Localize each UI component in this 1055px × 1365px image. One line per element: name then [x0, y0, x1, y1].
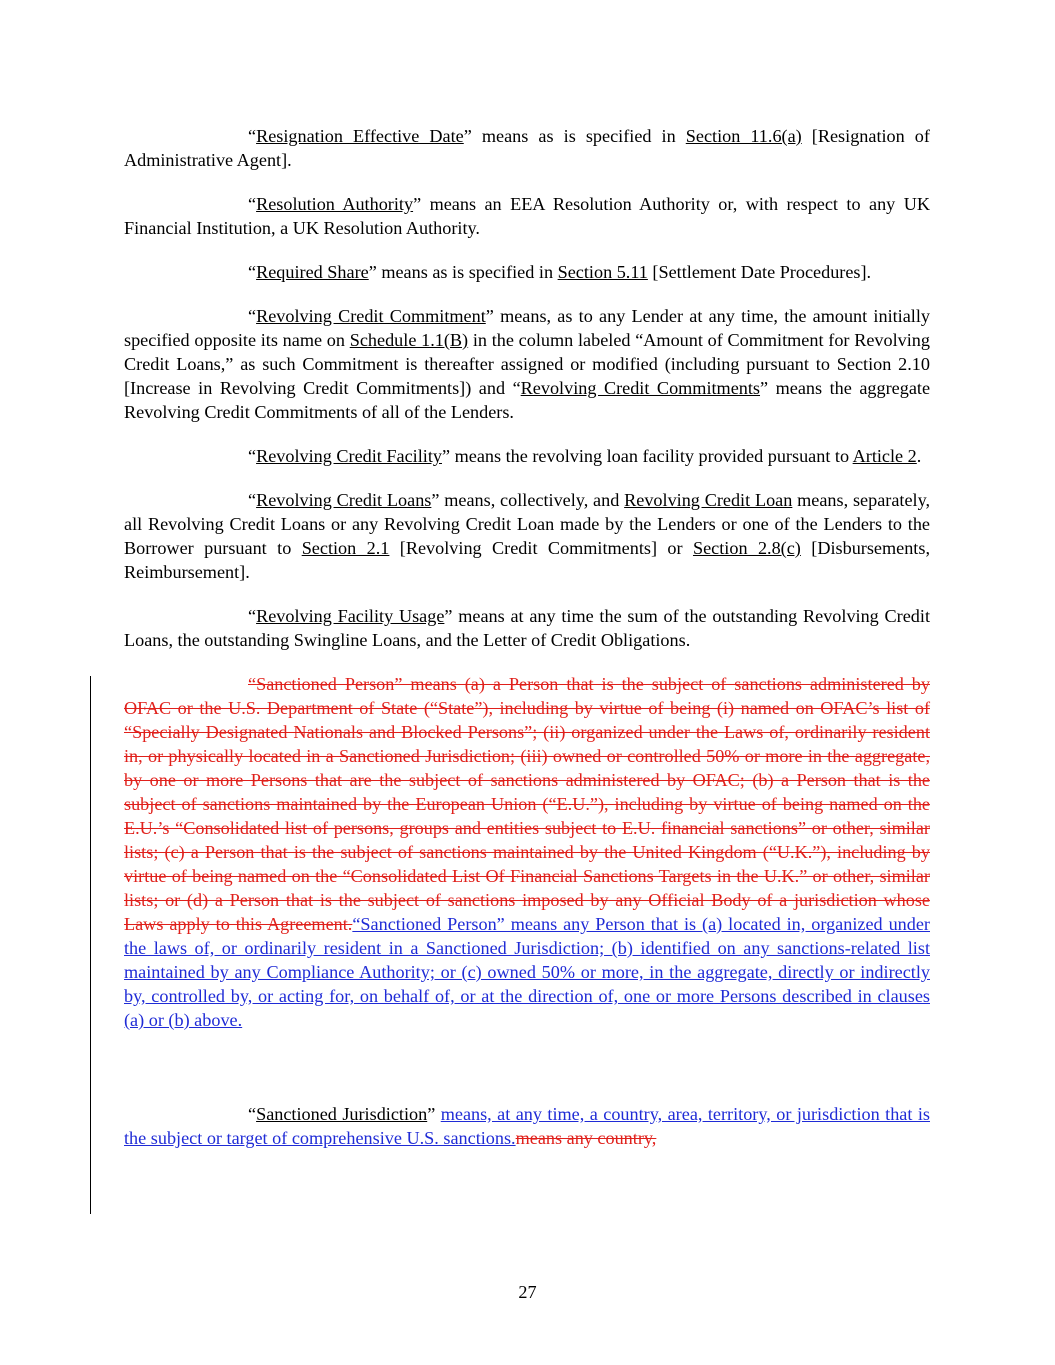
- definition-revolving-facility-usage: “Revolving Facility Usage” means at any time the sum of the outstanding Revolving Credit Loans, the outstanding Swingline Loans, and the Letter of Credit Obligations.: [124, 606, 930, 650]
- schedule-reference: Schedule 1.1(B): [349, 330, 469, 350]
- section-reference: Section 2.1: [301, 538, 390, 558]
- defined-term: Revolving Credit Commitment: [256, 306, 486, 326]
- section-reference: Section 2.8(c): [692, 538, 801, 558]
- page-number: 27: [518, 1282, 537, 1302]
- defined-term: Revolving Credit Loan: [624, 490, 793, 510]
- defined-term: Required Share: [256, 262, 369, 282]
- document-page: [124, 124, 930, 1170]
- defined-term: Revolving Credit Loans: [256, 490, 432, 510]
- defined-term: Sanctioned Jurisdiction: [256, 1104, 428, 1124]
- section-reference: Section 5.11: [557, 262, 648, 282]
- inserted-text: means, at any time, a country, area, territory, or jurisdiction that is the subject or target of comprehensive U.S. sanctions.: [124, 1104, 930, 1148]
- defined-term: Resignation Effective Date: [256, 126, 464, 146]
- definition-revolving-credit-facility: “Revolving Credit Facility” means the revolving loan facility provided pursuant to Article 2.: [248, 446, 922, 466]
- defined-term: Revolving Credit Commitments: [520, 378, 761, 398]
- defined-term: Revolving Facility Usage: [256, 606, 445, 626]
- inserted-text: “Sanctioned Person” means any Person that is (a) located in, organized under the laws of, or ordinarily resident in a Sanctioned Jurisdiction; (b) identified on any sanctions-related list maintained by any Compliance Authority; or (c) owned 50% or more, in the aggregate, directly or indirectly by, controlled by, or acting for, on behalf of, or at the direction of, one or more Persons described in clauses (a) or (b) above.: [124, 914, 930, 1030]
- definition-resignation-effective-date: “Resignation Effective Date” means as is specified in Section 11.6(a) [Resignation of Administrative Agent].: [124, 126, 930, 170]
- deleted-text: means any country,: [515, 1128, 657, 1148]
- defined-term: Revolving Credit Facility: [256, 446, 442, 466]
- definition-revolving-credit-loans: “Revolving Credit Loans” means, collectively, and Revolving Credit Loan means, separately, all Revolving Credit Loans or any Revolving Credit Loan made by the Lenders or one of the Lenders to the Borrower pursuant to Section 2.1 [Revolving Credit Commitments] or Section 2.8(c) [Disbursements, Reimbursement].: [124, 490, 931, 582]
- definition-sanctioned-person: [124, 672, 930, 1032]
- definition-resolution-authority: “Resolution Authority” means an EEA Resolution Authority or, with respect to any UK Financial Institution, a UK Resolution Authority.: [124, 194, 930, 238]
- defined-term: Resolution Authority: [256, 194, 414, 214]
- definition-sanctioned-jurisdiction: “Sanctioned Jurisdiction” means, at any time, a country, area, territory, or jurisdiction that is the subject or target of comprehensive U.S. sanctions.means any country,: [124, 1104, 930, 1148]
- spacer: [124, 1052, 930, 1102]
- deleted-text: “Sanctioned Person” means (a) a Person that is the subject of sanctions administered by OFAC or the U.S. Department of State (“State”), including by virtue of being (i) named on OFAC’s list of “Specially Designated Nationals and Blocked Persons”; (ii) organized under the Laws of, ordinarily resident in, or physically located in a Sanctioned Jurisdiction; (iii) owned or controlled 50% or more in the aggregate, by one or more Persons that are the subject of sanctions administered by OFAC; (b) a Person that is the subject of sanctions maintained by the European Union (“E.U.”), including by virtue of being named on the E.U.’s “Consolidated list of persons, groups and entities subject to E.U. financial sanctions” or other, similar lists; (c) a Person that is the subject of sanctions maintained by the United Kingdom (“U.K.”), including by virtue of being named on the “Consolidated List Of Financial Sanctions Targets in the U.K.” or other, similar lists; or (d) a Person that is the subject of sanctions imposed by any Official Body of a jurisdiction whose Laws apply to this Agreement.: [124, 674, 930, 934]
- section-reference: Section 11.6(a): [685, 126, 802, 146]
- change-bar: [90, 676, 91, 1214]
- definition-revolving-credit-commitment: “Revolving Credit Commitment” means, as to any Lender at any time, the amount initially specified opposite its name on Schedule 1.1(B) in the column labeled “Amount of Commitment for Revolving Credit Loans,” as such Commitment is thereafter assigned or modified (including pursuant to Section 2.10 [Increase in Revolving Credit Commitments]) and “Revolving Credit Commitments” means the aggregate Revolving Credit Commitments of all of the Lenders.: [124, 306, 931, 422]
- article-reference: Article 2: [852, 446, 917, 466]
- definition-required-share: “Required Share” means as is specified in Section 5.11 [Settlement Date Procedures].: [248, 262, 872, 282]
